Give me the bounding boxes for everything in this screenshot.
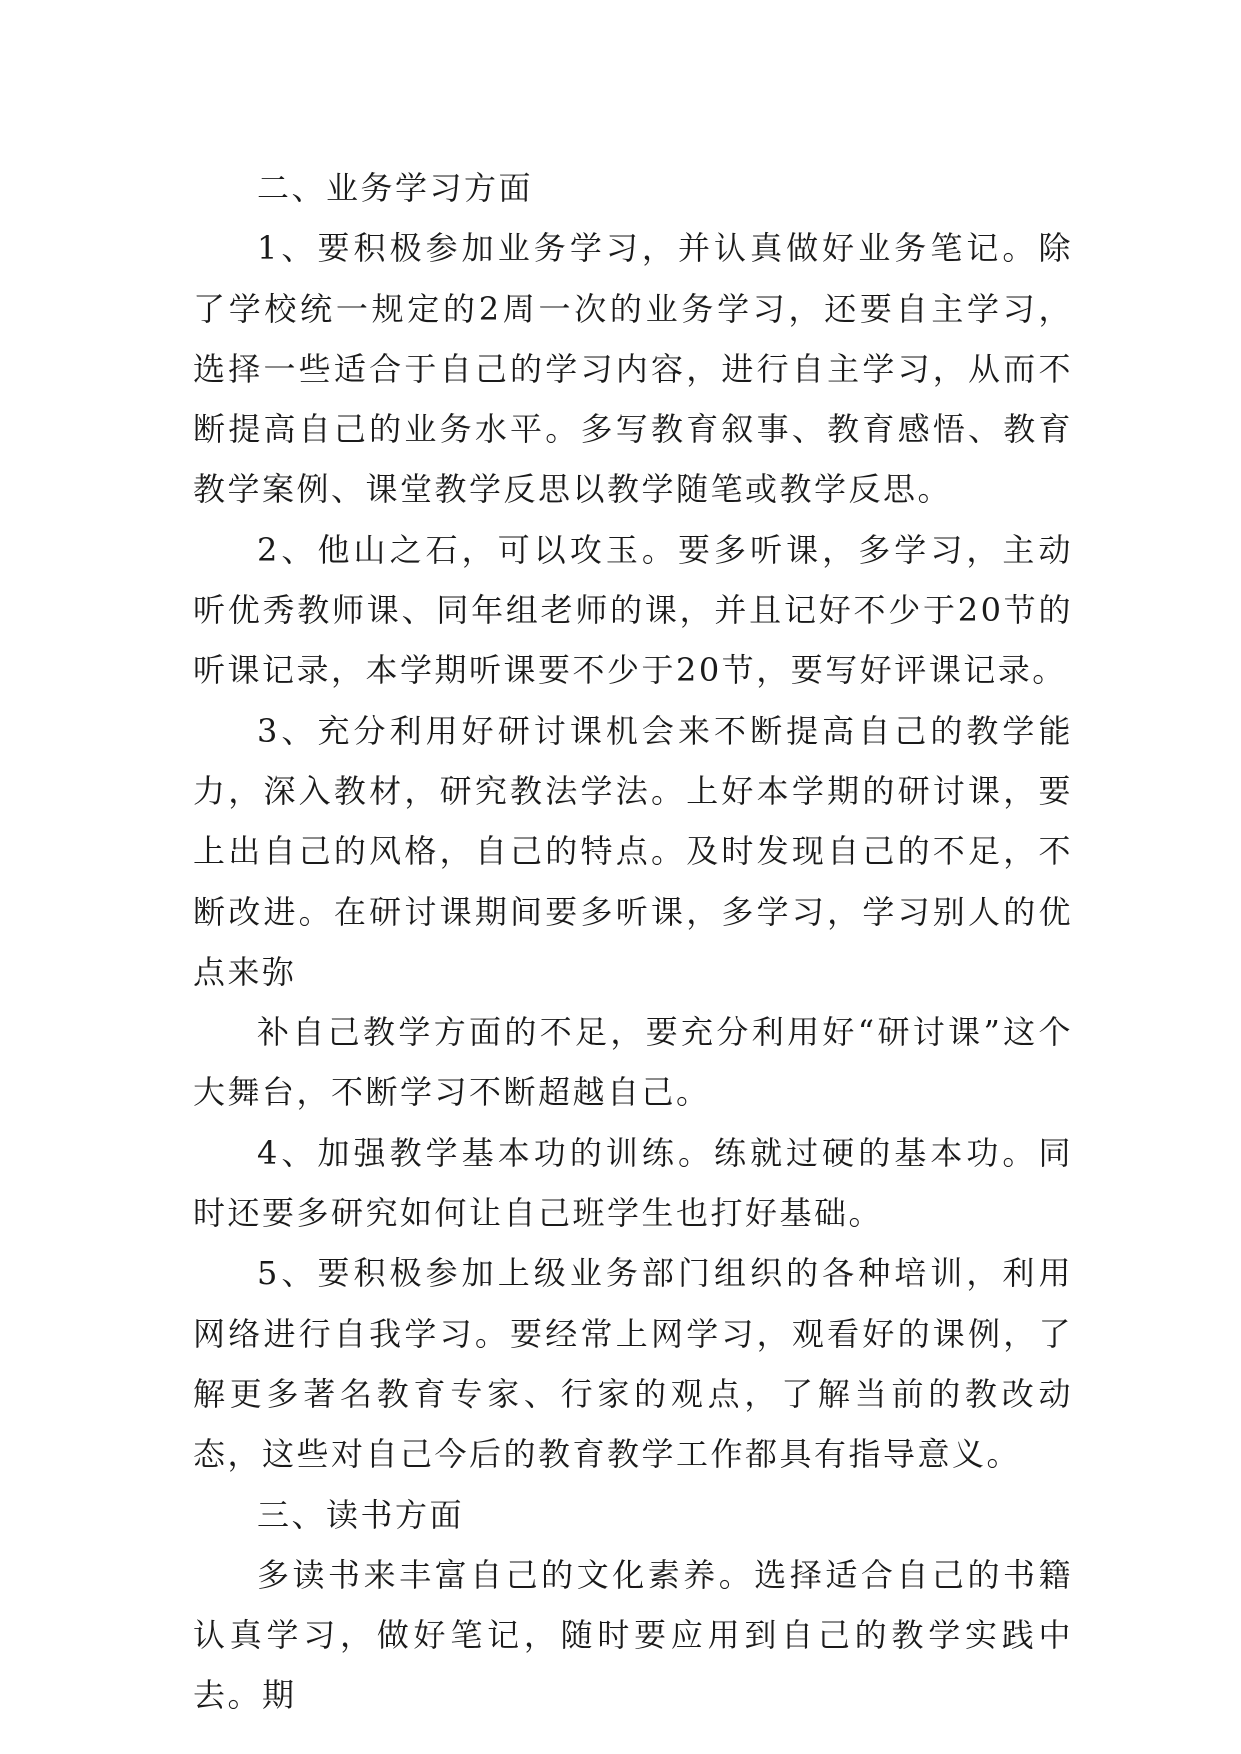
section-heading-reading: 三、读书方面 — [257, 1495, 465, 1534]
paragraph-item-5: 5、要积极参加上级业务部门组织的各种培训，利用网络进行自我学习。要经常上网学习，观看好的课例，了解更多著名教育专家、行家的观点，了解当前的教改动态，这些对自己今后的教育教学工作都具有指导意义。 — [193, 1254, 1073, 1474]
paragraph-reading: 多读书来丰富自己的文化素养。选择适合自己的书籍认真学习，做好笔记，随时要应用到自己的教学实践中去。期 — [193, 1555, 1073, 1715]
paragraph-item-4: 4、加强教学基本功的训练。练就过硬的基本功。同时还要多研究如何让自己班学生也打好基础。 — [193, 1133, 1073, 1233]
section-heading-business-study: 二、业务学习方面 — [257, 169, 534, 207]
paragraph-item-2: 2、他山之石，可以攻玉。要多听课，多学习，主动听优秀教师课、同年组老师的课，并且记好不少于20节的听课记录，本学期听课要不少于20节，要写好评课记录。 — [193, 530, 1073, 690]
paragraph-item-3-continued: 补自己教学方面的不足，要充分利用好“研讨课”这个大舞台，不断学习不断超越自己。 — [193, 1013, 1073, 1112]
paragraph-item-1: 1、要积极参加业务学习，并认真做好业务笔记。除了学校统一规定的2周一次的业务学习，还要自主学习，选择一些适合于自己的学习内容，进行自主学习，从而不断提高自己的业务水平。多写教育叙事、教育感悟、教育教学案例、课堂教学反思以教学随笔或教学反思。 — [193, 229, 1073, 509]
document-body — [193, 158, 1073, 1726]
paragraph-item-3: 3、充分利用好研讨课机会来不断提高自己的教学能力，深入教材，研究教法学法。上好本学期的研讨课，要上出自己的风格，自己的特点。及时发现自己的不足，不断改进。在研讨课期间要多听课，多学习，学习别人的优点来弥 — [193, 711, 1073, 991]
